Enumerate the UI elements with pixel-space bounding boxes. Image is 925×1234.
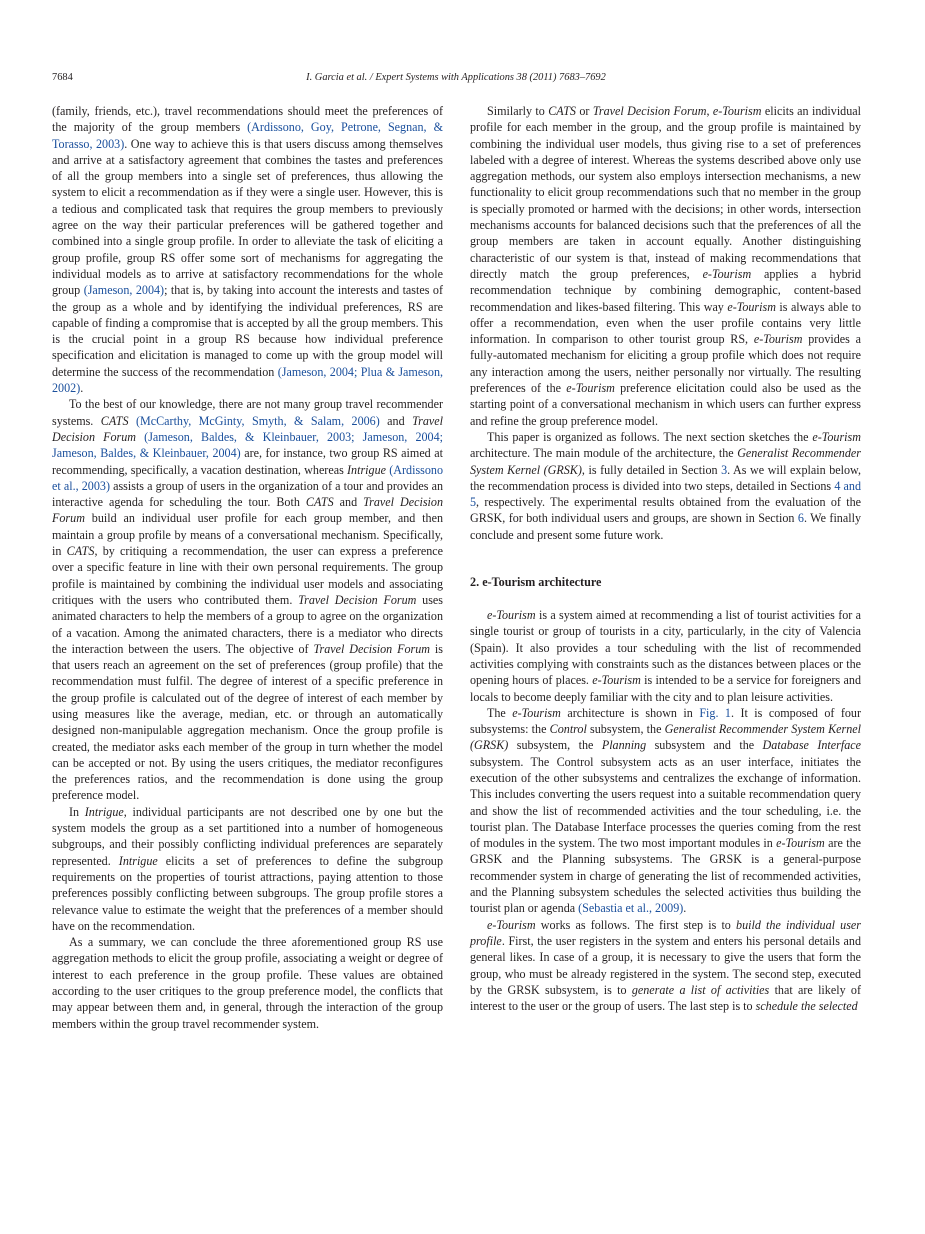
paragraph: (family, friends, etc.), travel recommendations should meet the preferences of the majority of the group members (Ardissono, Goy, Petrone, Segnan, & Torasso, 2003). One way to achieve this is that users discuss among themselves and arrive at a satisfactory agreement that combines the tastes and preferences of all the group members into a single set of preferences, thus allowing the system to elicit a recommendation as if they were a single user. However, this is a tedious and complicated task that requires the group members to previously agree on the way their particular preferences will be gathered together and combined into a single group profile. In order to alleviate the task of eliciting a group profile, group RS offer some sort of mechanisms for aggregating the individual models as to arrive at satisfactory recommendations for the whole group (Jameson, 2004); that is, by taking into account the interests and tastes of the group as a whole and by identifying the individual preferences, RS are capable of finding a compromise that is accepted by all the group members. This is the crucial point in a group RS because how individual preference specification and elicitation is managed to come up with the group model will determine the success of the recommendation (Jameson, 2004; Plua & Jameson, 2002). [52,104,444,396]
paragraph: Similarly to CATS or Travel Decision Forum, e-Tourism elicits an individual profile for each member in the group, and the group profile is maintained by combining the individual user models, thus giving rise to a set of preferences labeled with a degree of interest. Whereas the systems described above only use aggregation methods, our system also employs intersection mechanisms, a new functionality to elicit group recommendations such that no member in the group is specially promoted or harmed with the decisions; in other words, intersection mechanisms accounts for balanced decisions such that the preferences of all the group members are taken in account equally. Another distinguishing characteristic of our system is that, instead of making recommendations that directly match the group preferences, e-Tourism applies a hybrid recommendation technique by combining demographic, content-based recommendation and likes-based filtering. This way e-Tourism is always able to offer a recommendation, even when the user profile contains very little information. In comparison to other tourist group RS, e-Tourism provides a fully-automated mechanism for eliciting a group profile which does not require any interaction among the users, neither personally nor virtually. The resulting preferences of the e-Tourism preference elicitation could also be used as the starting point of a conversational mechanism in which users can further express and refine the group preference model. [470,104,862,428]
figure-link[interactable]: Fig. 1 [699,705,731,720]
running-title: I. Garcia et al. / Expert Systems with Applications 38 (2011) 7683–7692 [306,72,606,83]
paragraph: e-Tourism is a system aimed at recommending a list of tourist activities for a single tourist or group of tourists in a city, particularly, in the city of Valencia (Spain). It also provides a tour scheduling with the list of recommended activities complying with constraints such as the distances between places or the opening hours of places. e-Tourism is intended to be a service for foreigners and locals to become deeply familiar with the city and to plan leisure activities. [470,608,861,704]
page-number: 7684 [52,72,73,83]
citation-link[interactable]: (McCarthy, McGinty, Smyth, & Salam, 2006) [135,413,380,428]
left-column [52,103,443,1032]
citation-link[interactable]: (Jameson, 2004; Plua & Jameson, 2002) [52,364,444,396]
paragraph: e-Tourism works as follows. The first step is to build the individual user profile. First, the user registers in the system and enters his personal details and general likes. In case of a group, it is necessary to give the users that form the group, who must be already registered in the system. The second step, executed by the GRSK subsystem, is to generate a list of activities that are likely of interest to the user or the group of users. The last step is to schedule the selected [470,917,861,1014]
right-column [470,103,861,1014]
citation-link[interactable]: (Ardissono, Goy, Petrone, Segnan, & Torasso, 2003) [52,120,443,151]
section-link[interactable]: 6 [797,511,804,526]
section-heading: 2. e-Tourism architecture [470,575,602,590]
paragraph: The e-Tourism architecture is shown in Fig. 1. It is composed of four subsystems: the Control subsystem, the Generalist Recommender System Kernel (GRSK) subsystem, the Planning subsystem and the Database Interface subsystem. The Control subsystem acts as an user interface, initiates the execution of the other subsystems and centralizes the exchange of information. This includes converting the users request into a suitable recommendation query and show the list of recommended activities and the tour scheduling, i.e. the tourist plan. The Database Interface processes the queries coming from the rest of modules in the system. The two most important modules in e-Tourism are the GRSK and the Planning subsystems. The GRSK is a general-purpose recommender system in charge of generating the list of recommended activities, and the Planning subsystem schedules the selected activities thus building the tourist plan or agenda (Sebastia et al., 2009). [470,705,862,916]
section-link[interactable]: 4 and 5 [470,478,861,510]
running-header [52,72,860,86]
citation-link[interactable]: (Ardissono et al., 2003) [52,462,443,493]
paragraph: In Intrigue, individual participants are not described one by one but the system models the group as a set partitioned into a number of homogeneous subgroups, and their possibly conflicting individual preferences are separately represented. Intrigue elicits a set of preferences to define the subgroup requirements on the properties of tourist attractions, paying attention to those preferences possibly conflicting between subgroups. The group profile stores a relevance value to estimate the weight that the preferences of a member should have on the recommendation. [52,804,443,933]
citation-link[interactable]: (Jameson, 2004) [83,283,165,298]
citation-link[interactable]: (Sebastia et al., 2009) [578,901,684,916]
citation-link[interactable]: (Jameson, Baldes, & Kleinbauer, 2003; Jameson, 2004; Jameson, Baldes, & Kleinbauer, 2004) [52,429,443,461]
section-link[interactable]: 3 [721,462,728,477]
paragraph: This paper is organized as follows. The next section sketches the e-Tourism architecture. The main module of the architecture, the Generalist Recommender System Kernel (GRSK), is fully detailed in Section 3. As we will explain below, the recommendation process is divided into two steps, detailed in Sections 4 and 5, respectively. The experimental results obtained from the evaluation of the GRSK, for both individual users and groups, are shown in Section 6. We finally conclude and present some future work. [470,429,861,542]
paragraph: As a summary, we can conclude the three aforementioned group RS use aggregation methods to elicit the group profile, associating a weight or degree of interest to each preference in the group profile. These values are obtained according to the user critiques to the group preference model, the conflicts that may appear between them and, in general, through the interaction of the group members within the group travel recommender system. [52,935,443,1031]
paragraph: To the best of our knowledge, there are not many group travel recommender systems. CATS (McCarthy, McGinty, Smyth, & Salam, 2006) and Travel Decision Forum (Jameson, Baldes, & Kleinbauer, 2003; Jameson, 2004; Jameson, Baldes, & Kleinbauer, 2004) are, for instance, two group RS aimed at recommending, specifically, a vacation destination, whereas Intrigue (Ardissono et al., 2003) assists a group of users in the organization of a tour and provides an interactive agenda for scheduling the tour. Both CATS and Travel Decision Forum build an individual user profile for each group member, and then maintain a group profile by means of a conversational mechanism. Specifically, in CATS, by critiquing a recommendation, the user can express a preference over a specific feature in line with their own personal requirements. The group profile is maintained by combining the individual user models and associating critiques with the users who contributed them. Travel Decision Forum uses animated characters to help the members of a group to agree on the organization of a vacation. Among the animated characters, there is a mediator who directs the interaction between the users. The objective of Travel Decision Forum is that users reach an agreement on the set of preferences (group profile) that the recommendation must fulfil. The degree of interest of a specific preference in the group profile is calculated out of the degree of interest of each member by using measures like the average, median, etc. or through an automatically designed non-manipulable aggregation mechanism. Once the group profile is created, the mediator asks each member of the group in turn whether the model can be accepted or not. By using the users critiques, the mediator reconfigures the preferences ratios, and the recommendation is done using the group preference model. [52,397,444,803]
